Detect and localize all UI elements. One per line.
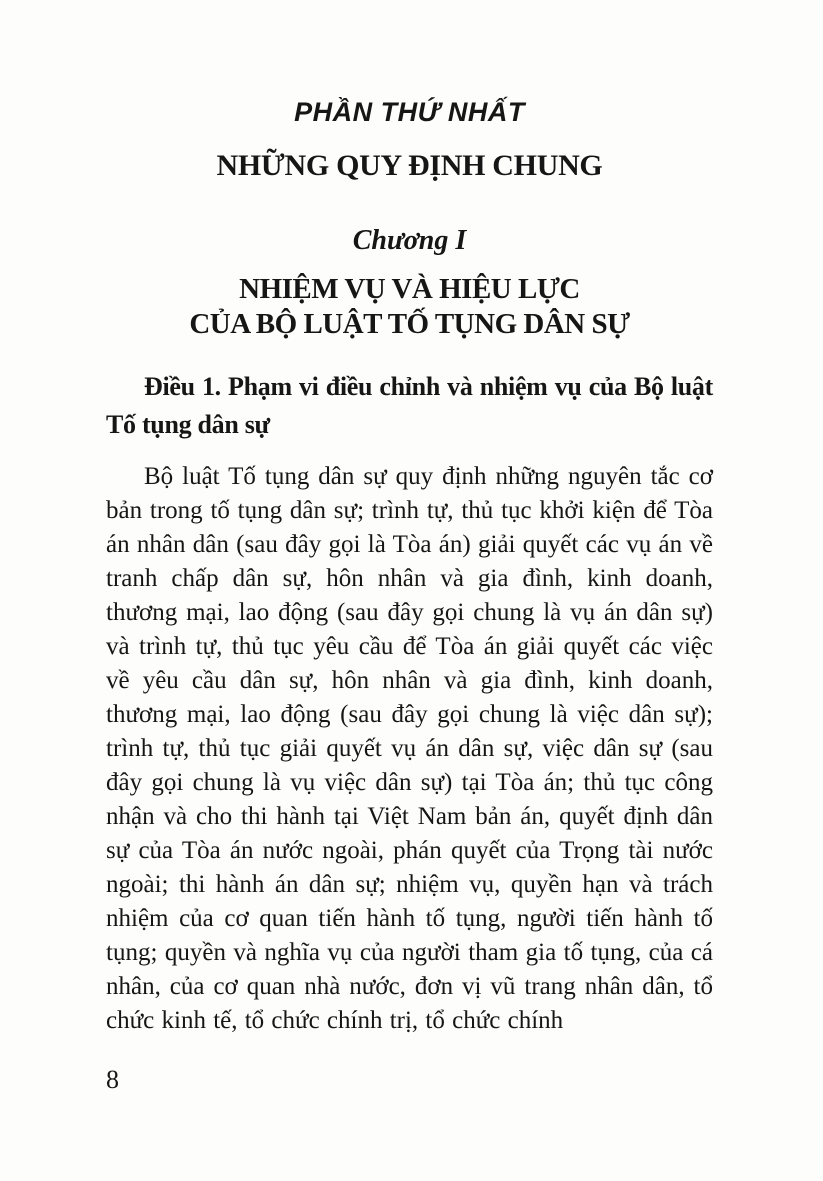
chapter-label: Chương I xyxy=(352,225,467,257)
article-heading: Điều 1. Phạm vi điều chỉnh và nhiệm vụ của Bộ luật Tố tụng dân sự xyxy=(106,371,713,439)
page-number: 8 xyxy=(106,1065,119,1094)
chapter-title-line2: CỦA BỘ LUẬT TỐ TỤNG DÂN SỰ xyxy=(189,307,630,340)
article-body-paragraph: Bộ luật Tố tụng dân sự quy định những nguyên tắc cơ bản trong tố tụng dân sự; trình tự, thủ tục khởi kiện để Tòa án nhân dân (sau đây gọi là Tòa án) giải quyết các vụ án về tranh chấp dân sự, hôn nhân và gia đình, kinh doanh, thương mại, lao động (sau đây gọi chung là vụ án dân sự) và trình tự, thủ tục yêu cầu để Tòa án giải quyết các việc về yêu cầu dân sự, hôn nhân và gia đình, kinh doanh, thương mại, lao động (sau đây gọi chung là việc dân sự); trình tự, thủ tục giải quyết vụ án dân sự, việc dân sự (sau đây gọi chung là vụ việc dân sự) tại Tòa án; thủ tục công nhận và cho thi hành tại Việt Nam bản án, quyết định dân sự của Tòa án nước ngoài, phán quyết của Trọng tài nước ngoài; thi hành án dân sự; nhiệm vụ, quyền hạn và trách nhiệm của cơ quan tiến hành tố tụng, người tiến hành tố tụng; quyền và nghĩa vụ của người tham gia tố tụng, của cá nhân, của cơ quan nhà nước, đơn vị vũ trang nhân dân, tổ chức kinh tế, tổ chức chính trị, tổ chức chính xyxy=(106,462,713,1034)
part-subtitle: NHỮNG QUY ĐỊNH CHUNG xyxy=(216,149,603,183)
chapter-title xyxy=(106,272,713,342)
chapter-title-line1: NHIỆM VỤ VÀ HIỆU LỰC xyxy=(239,272,580,305)
part-title: PHẦN THỨ NHẤT xyxy=(294,97,525,127)
